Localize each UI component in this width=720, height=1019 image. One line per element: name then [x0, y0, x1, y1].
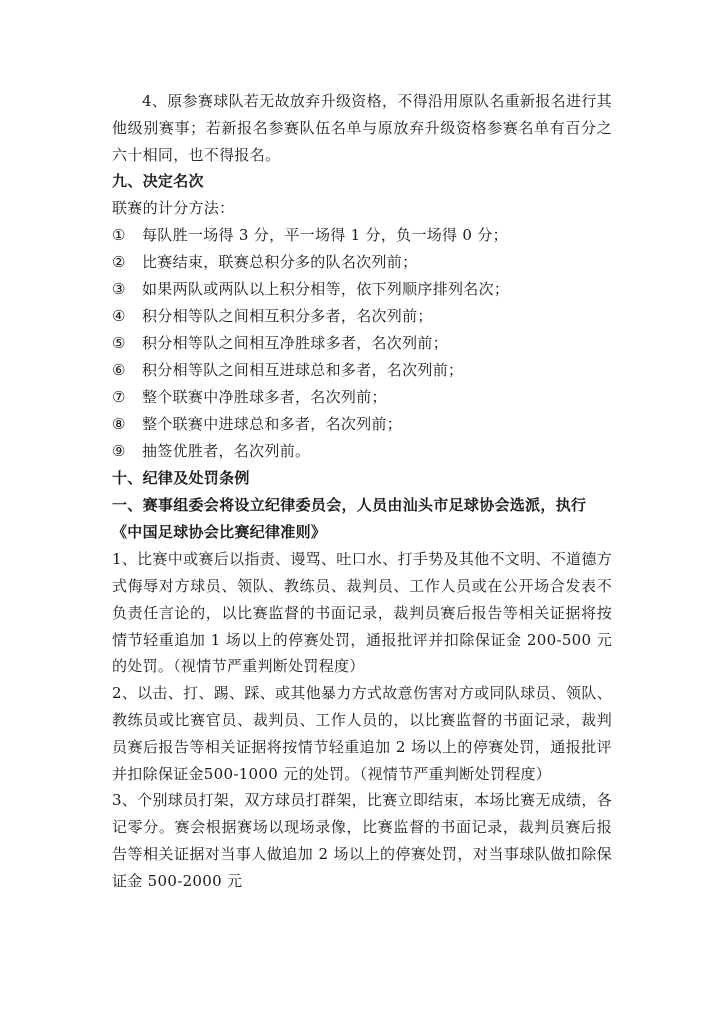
ranking-rule-item: [112, 411, 612, 438]
clause-3: 3、个别球员打架，双方球员打群架，比赛立即结束，本场比赛无成绩，各记零分。赛会根据赛场以现场录像，比赛监督的书面记录，裁判员赛后报告等相关证据对当事人做追加 2 场以上的停赛处罚，对当事球队做扣除保证金 500-2000 元: [112, 791, 612, 890]
rule-number: ⑦: [112, 388, 126, 407]
rule-text: 积分相等队之间相互进球总和多者，名次列前；: [142, 361, 464, 380]
rule-number: ⑥: [112, 361, 126, 380]
ranking-rule-item: [112, 249, 612, 276]
rule-text: 每队胜一场得 3 分，平一场得 1 分，负一场得 0 分；: [142, 226, 508, 245]
rule-number: ⑤: [112, 334, 126, 353]
ranking-rule-item: [112, 384, 612, 411]
ranking-rule-item: [112, 222, 612, 249]
ranking-rule-item: [112, 303, 612, 330]
subsection-1-heading: 一、赛事组委会将设立纪律委员会，人员由汕头市足球协会选派，执行《中国足球协会比赛纪律准则》: [112, 496, 587, 542]
rule-number: ⑧: [112, 415, 126, 434]
section-9-heading: 九、决定名次: [112, 172, 204, 191]
rule-number: ⑨: [112, 442, 126, 461]
scoring-intro: 联赛的计分方法：: [112, 199, 235, 218]
section-10-heading: 十、纪律及处罚条例: [112, 469, 250, 488]
ranking-rule-item: [112, 276, 612, 303]
paragraph-4: 4、原参赛球队若无故放弃升级资格，不得沿用原队名重新报名进行其他级别赛事；若新报名参赛队伍名单与原放弃升级资格参赛名单有百分之六十相同，也不得报名。: [112, 92, 612, 164]
rule-text: 抽签优胜者，名次列前。: [142, 442, 311, 461]
rule-number: ②: [112, 253, 126, 272]
clause-1: 1、比赛中或赛后以指责、谩骂、吐口水、打手势及其他不文明、不道德方式侮辱对方球员、领队、教练员、裁判员、工作人员或在公开场合发表不负责任言论的，以比赛监督的书面记录，裁判员赛后报告等相关证据将按情节轻重追加 1 场以上的停赛处罚，通报批评并扣除保证金 200-500 元的处罚。（视情节严重判断处罚程度）: [112, 550, 612, 676]
ranking-rules-list: [112, 222, 612, 465]
rule-text: 比赛结束，联赛总积分多的队名次列前；: [142, 253, 418, 272]
rule-text: 整个联赛中净胜球多者，名次列前；: [142, 388, 387, 407]
clause-2: 2、以击、打、踢、踩、或其他暴力方式故意伤害对方或同队球员、领队、教练员或比赛官员、裁判员、工作人员的，以比赛监督的书面记录，裁判员赛后报告等相关证据将按情节轻重追加 2 场以上的停赛处罚，通报批评并扣除保证金500-1000 元的处罚。（视情节严重判断处罚程度）: [112, 684, 612, 783]
rule-number: ③: [112, 280, 126, 299]
ranking-rule-item: [112, 438, 612, 465]
rule-text: 积分相等队之间相互积分多者，名次列前；: [142, 307, 433, 326]
ranking-rule-item: [112, 330, 612, 357]
rule-number: ①: [112, 226, 126, 245]
document-body: [112, 88, 612, 895]
ranking-rule-item: [112, 357, 612, 384]
rule-text: 积分相等队之间相互净胜球多者，名次列前；: [142, 334, 449, 353]
rule-text: 整个联赛中进球总和多者，名次列前；: [142, 415, 403, 434]
rule-text: 如果两队或两队以上积分相等，依下列顺序排列名次；: [142, 280, 510, 299]
rule-number: ④: [112, 307, 126, 326]
